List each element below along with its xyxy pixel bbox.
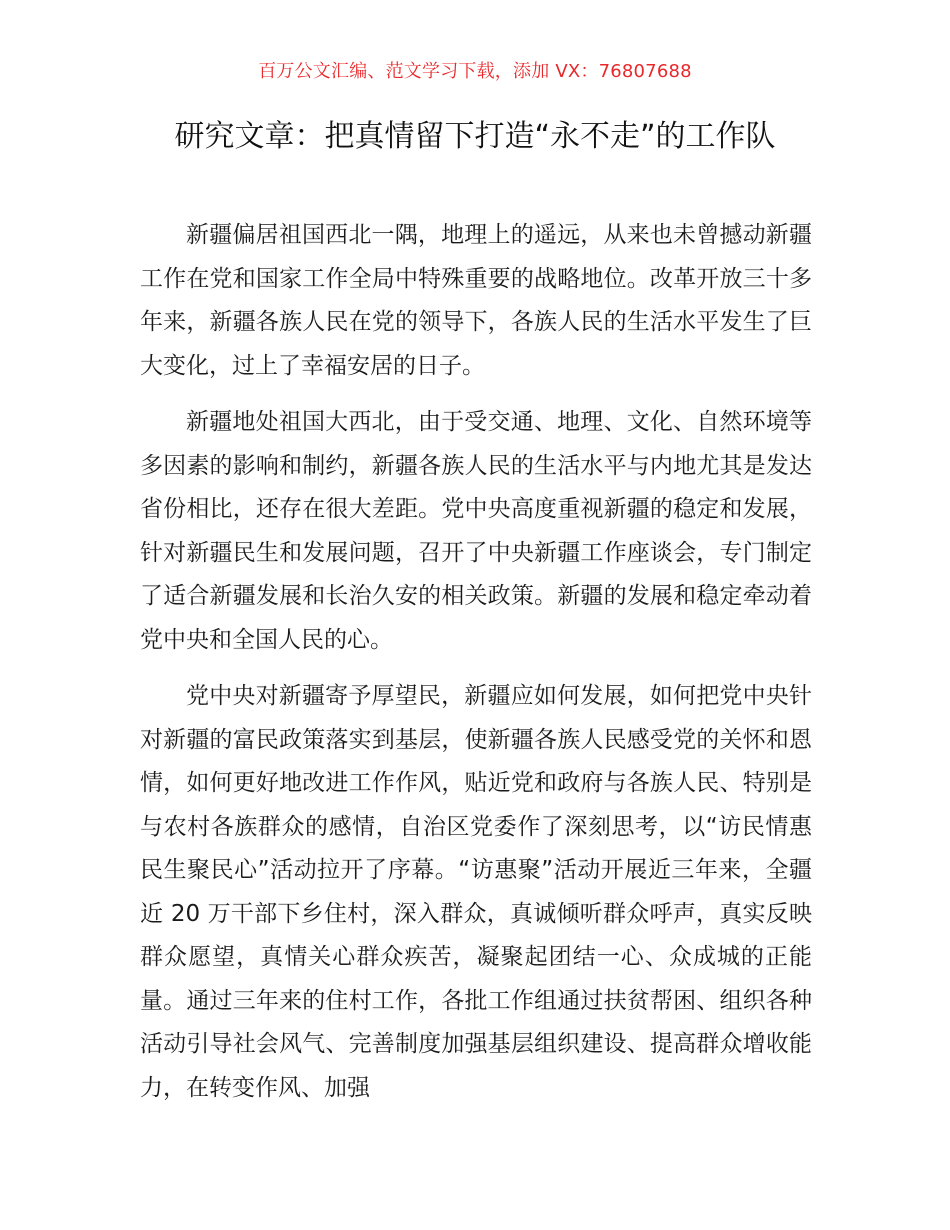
paragraph: 新疆地处祖国大西北，由于受交通、地理、文化、自然环境等多因素的影响和制约，新疆各族人民的生活水平与内地尤其是发达省份相比，还存在很大差距。党中央高度重视新疆的稳定和发展，针对新疆民生和发展问题，召开了中央新疆工作座谈会，专门制定了适合新疆发展和长治久安的相关政策。新疆的发展和稳定牵动着党中央和全国人民的心。	[140, 409, 812, 653]
watermark-banner: 百万公文汇编、范文学习下载，添加 VX：76807688	[258, 61, 692, 82]
paragraph: 新疆偏居祖国西北一隅，地理上的遥远，从来也未曾撼动新疆工作在党和国家工作全局中特殊重要的战略地位。改革开放三十多年来，新疆各族人民在党的领导下，各族人民的生活水平发生了巨大变化，过上了幸福安居的日子。	[140, 222, 812, 379]
document-title: 研究文章：把真情留下打造“永不走”的工作队	[174, 119, 776, 154]
paragraph: 党中央对新疆寄予厚望民，新疆应如何发展，如何把党中央针对新疆的富民政策落实到基层，使新疆各族人民感受党的关怀和恩情，如何更好地改进工作作风，贴近党和政府与各族人民、特别是与农村各族群众的感情，自治区党委作了深刻思考，以“访民情惠民生聚民心”活动拉开了序幕。“访惠聚”活动开展近三年来，全疆近 20 万干部下乡住村，深入群众，真诚倾听群众呼声，真实反映群众愿望，真情关心群众疾苦，凝聚起团结一心、众成城的正能量。通过三年来的住村工作，各批工作组通过扶贫帮困、组织各种活动引导社会风气、完善制度加强基层组织建设、提高群众增收能力，在转变作风、加强	[140, 683, 812, 1101]
document-body	[140, 214, 812, 1123]
